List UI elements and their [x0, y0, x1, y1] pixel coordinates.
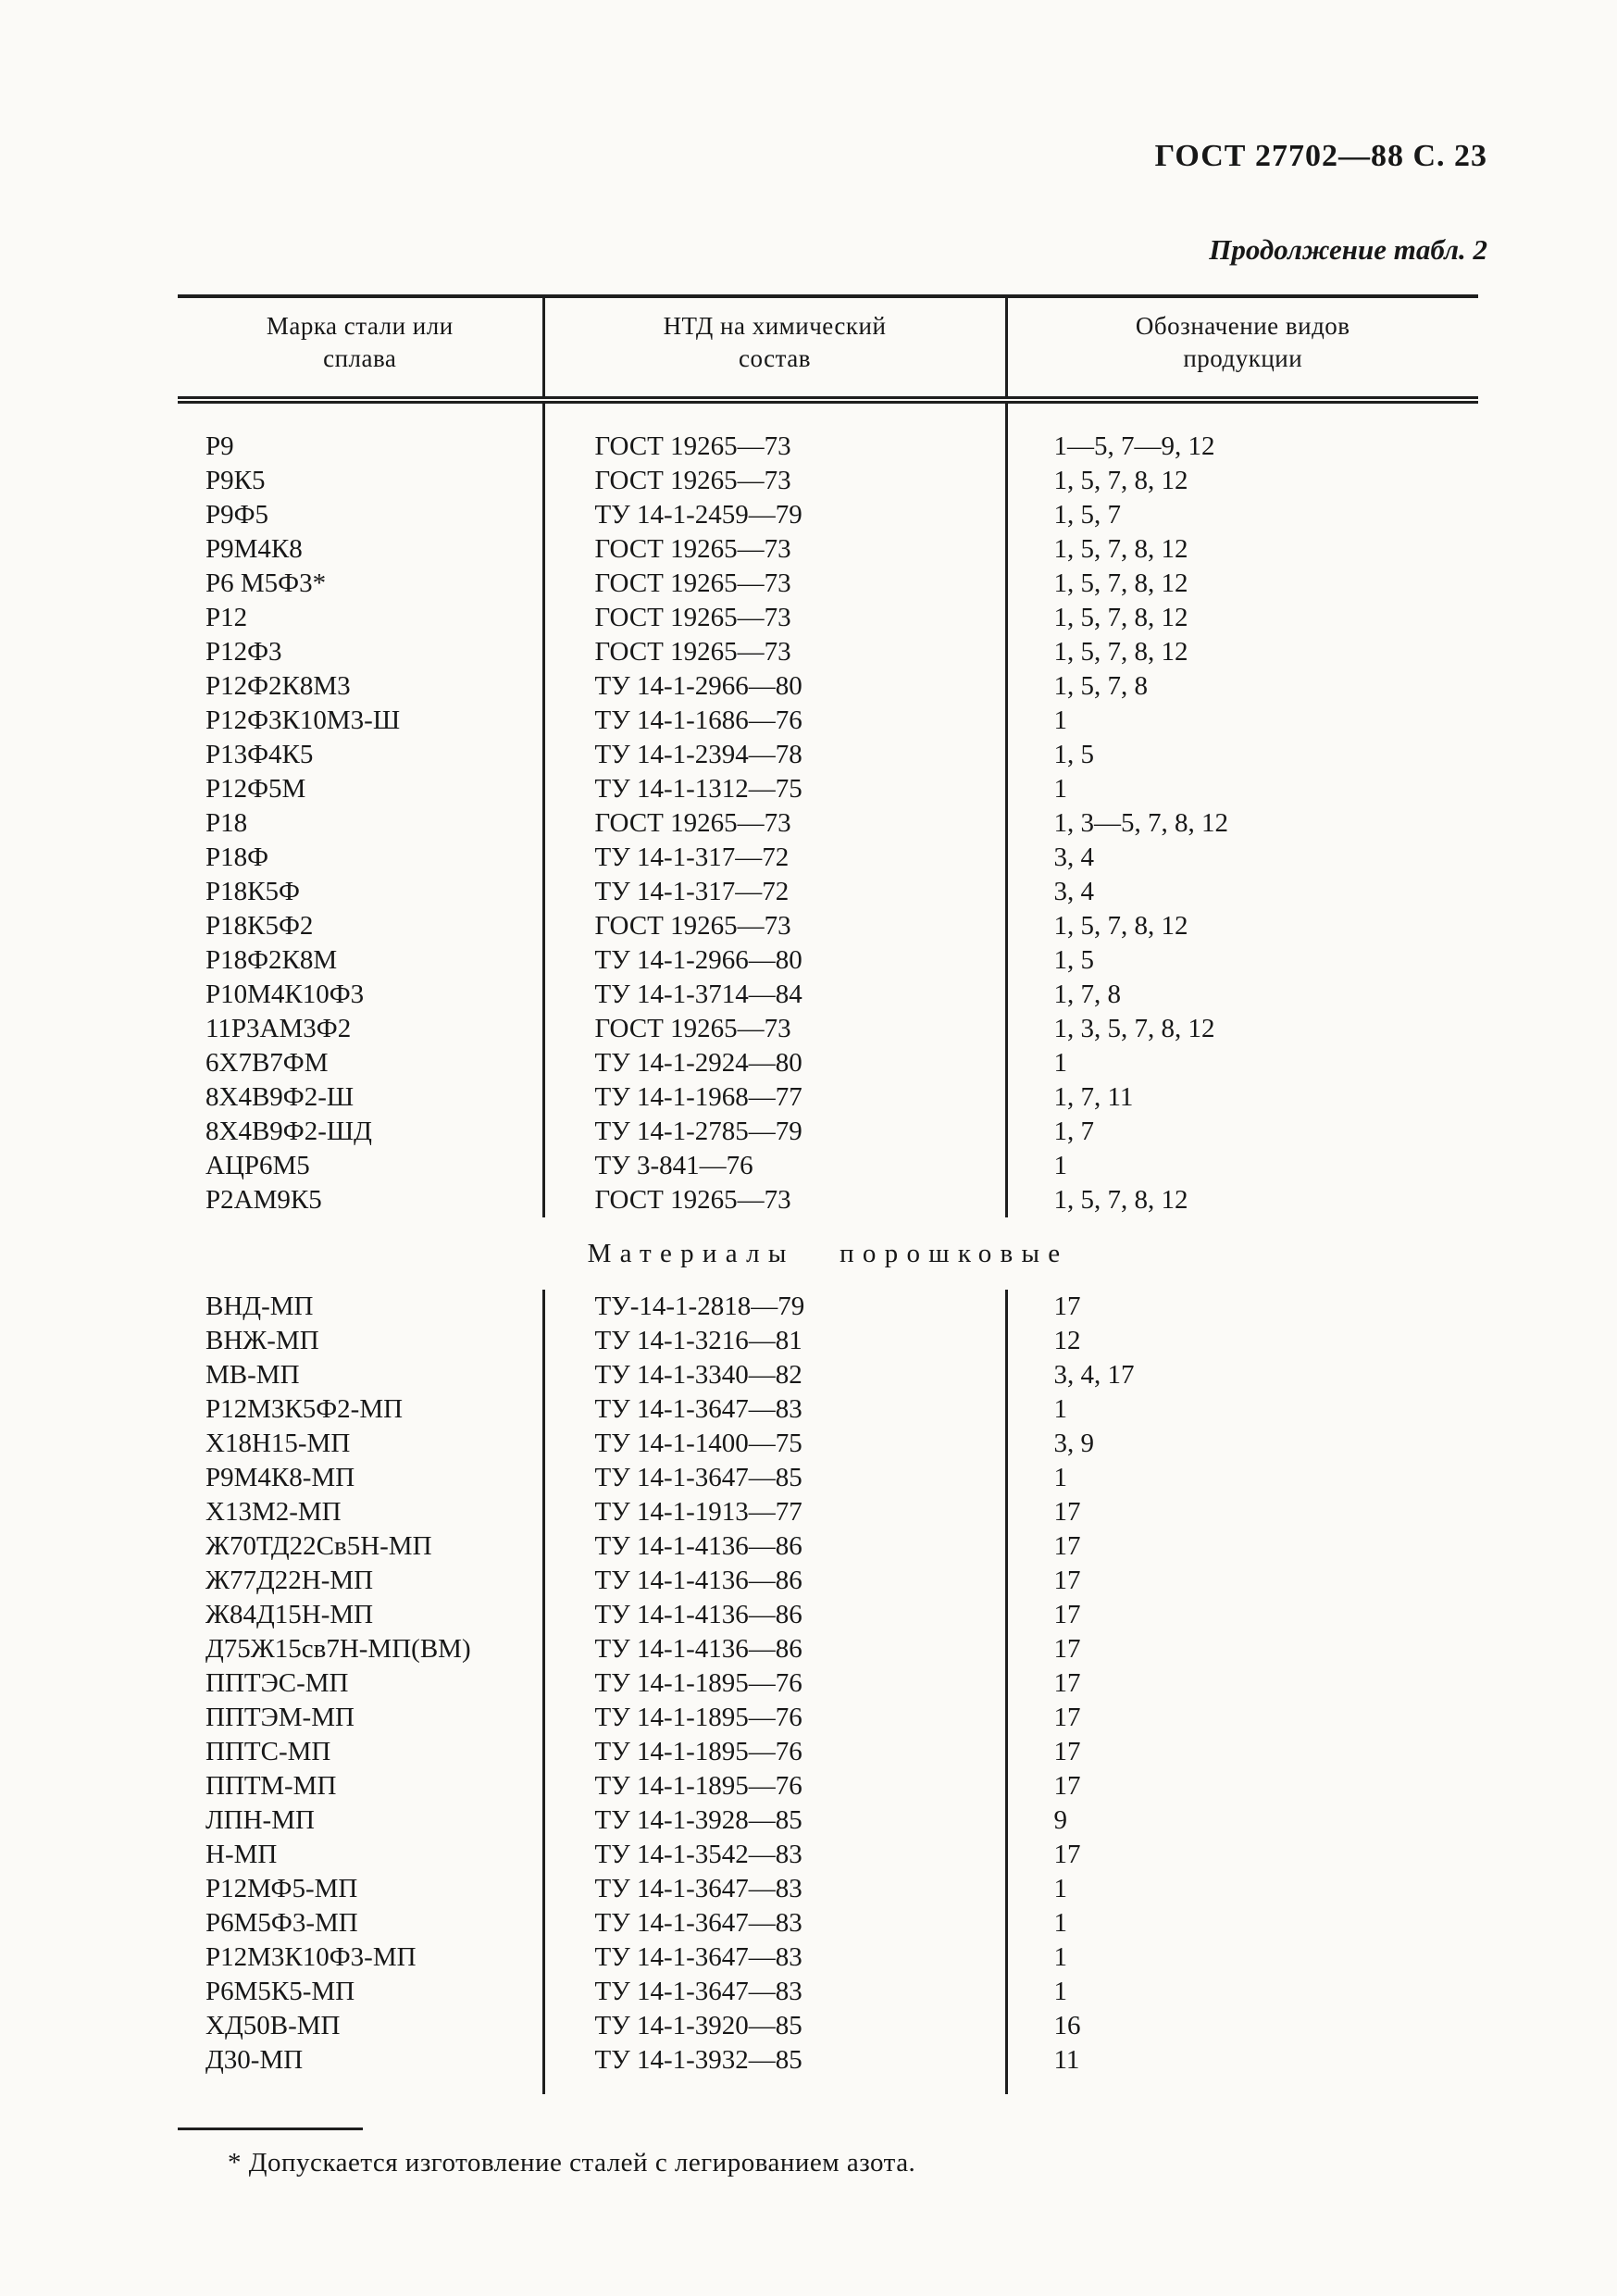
grade-cell: 8Х4В9Ф2-Ш: [205, 1082, 354, 1113]
grade-cell: Р9М4К8: [205, 534, 303, 565]
table-continuation-label: Продолжение табл. 2: [1209, 233, 1487, 266]
products-cell: 17: [1006, 1769, 1478, 1803]
products-cell: 1, 5, 7, 8, 12: [1006, 464, 1478, 498]
table-row: [178, 1290, 1478, 1324]
ntd-cell: ТУ 14-1-3714—84: [543, 978, 1006, 1012]
gap-row: [178, 1217, 1478, 1229]
grade-cell: Р10М4К10Ф3: [205, 980, 365, 1010]
table-row: [178, 1529, 1478, 1564]
table-section-powder-materials: [178, 1290, 1478, 2078]
table-row: [178, 1666, 1478, 1701]
ntd-cell: ТУ 14-1-4136—86: [543, 1529, 1006, 1564]
column-header-ntd-line2: состав: [738, 344, 811, 372]
products-cell: 1: [1006, 1872, 1478, 1906]
products-cell: 17: [1006, 1701, 1478, 1735]
table-row: [178, 1975, 1478, 2009]
table-header-row: [178, 296, 1478, 400]
table-row: [178, 806, 1478, 841]
ntd-cell: ТУ 14-1-4136—86: [543, 1564, 1006, 1598]
section-heading-row: [178, 1229, 1478, 1279]
ntd-cell: ТУ 14-1-3647—83: [543, 1906, 1006, 1940]
table-row: [178, 1735, 1478, 1769]
table-row: [178, 772, 1478, 806]
grade-cell: Р12: [205, 603, 248, 633]
column-header-products-line1: Обозначение видов: [1135, 311, 1350, 340]
table-row: [178, 1803, 1478, 1838]
ntd-cell: ТУ 14-1-3647—83: [543, 1940, 1006, 1975]
grade-cell: Р18Ф2К8М: [205, 945, 338, 976]
products-cell: 12: [1006, 1324, 1478, 1358]
grade-cell: Р12Ф5М: [205, 774, 306, 805]
ntd-cell: ГОСТ 19265—73: [543, 464, 1006, 498]
grade-cell: Р12М3К5Ф2-МП: [205, 1394, 404, 1425]
grade-cell: Д75Ж15св7Н-МП(ВМ): [205, 1634, 471, 1665]
products-cell: 1, 5, 7: [1006, 498, 1478, 532]
table-row: [178, 669, 1478, 704]
grade-cell: ППТЭС-МП: [205, 1668, 349, 1699]
grade-cell: МВ-МП: [205, 1360, 300, 1391]
table-row: [178, 1115, 1478, 1149]
grade-cell: Р2АМ9К5: [205, 1185, 322, 1216]
table-tail: [178, 2078, 1478, 2094]
table-row: [178, 1392, 1478, 1427]
ntd-cell: ТУ 14-1-1913—77: [543, 1495, 1006, 1529]
grade-cell: Р9М4К8-МП: [205, 1463, 355, 1493]
ntd-cell: ТУ 14-1-3647—83: [543, 1975, 1006, 2009]
grade-cell: Р12Ф3К10М3-Ш: [205, 705, 401, 736]
column-header-grade-line1: Марка стали или: [266, 311, 454, 340]
grade-cell: ВНЖ-МП: [205, 1326, 319, 1356]
ntd-cell: ТУ 14-1-317—72: [543, 841, 1006, 875]
products-cell: 1, 7, 11: [1006, 1080, 1478, 1115]
products-cell: 1: [1006, 1149, 1478, 1183]
grade-cell: АЦР6М5: [205, 1151, 310, 1181]
ntd-cell: ГОСТ 19265—73: [543, 1183, 1006, 1217]
products-cell: 17: [1006, 1564, 1478, 1598]
products-cell: 17: [1006, 1495, 1478, 1529]
grade-cell: Р12МФ5-МП: [205, 1874, 358, 1904]
products-cell: 1, 7, 8: [1006, 978, 1478, 1012]
table-row: [178, 1940, 1478, 1975]
ntd-cell: ГОСТ 19265—73: [543, 532, 1006, 567]
ntd-cell: ТУ 14-1-2459—79: [543, 498, 1006, 532]
ntd-cell: ТУ 14-1-1400—75: [543, 1427, 1006, 1461]
grade-cell: ВНД-МП: [205, 1292, 314, 1322]
steel-grades-table: [178, 294, 1478, 2094]
column-header-products-line2: продукции: [1183, 344, 1303, 372]
products-cell: 1, 5: [1006, 943, 1478, 978]
table-row: [178, 464, 1478, 498]
grade-cell: 8Х4В9Ф2-ШД: [205, 1117, 372, 1147]
products-cell: 1, 5, 7, 8, 12: [1006, 635, 1478, 669]
products-cell: 3, 4: [1006, 841, 1478, 875]
products-cell: 17: [1006, 1529, 1478, 1564]
ntd-cell: ГОСТ 19265—73: [543, 806, 1006, 841]
ntd-cell: ТУ 14-1-3920—85: [543, 2009, 1006, 2043]
products-cell: 1: [1006, 772, 1478, 806]
products-cell: 1: [1006, 1461, 1478, 1495]
products-cell: 17: [1006, 1598, 1478, 1632]
grade-cell: Р9Ф5: [205, 500, 269, 530]
grade-cell: Р9К5: [205, 466, 266, 496]
table-row: [178, 1564, 1478, 1598]
footnote: * Допускается изготовление сталей с легированием азота.: [228, 2148, 916, 2177]
table-row: [178, 1461, 1478, 1495]
ntd-cell: ТУ 14-1-3647—85: [543, 1461, 1006, 1495]
ntd-cell: ТУ 14-1-1895—76: [543, 1735, 1006, 1769]
table-row: [178, 1149, 1478, 1183]
grade-cell: Р18: [205, 808, 248, 839]
table-row: [178, 1838, 1478, 1872]
gap-row: [178, 1279, 1478, 1290]
table-row: [178, 2009, 1478, 2043]
products-cell: 16: [1006, 2009, 1478, 2043]
ntd-cell: ТУ 14-1-317—72: [543, 875, 1006, 909]
table-row: [178, 704, 1478, 738]
ntd-cell: ГОСТ 19265—73: [543, 430, 1006, 464]
table-row: [178, 1701, 1478, 1735]
table-row: [178, 1872, 1478, 1906]
ntd-cell: ТУ 14-1-3216—81: [543, 1324, 1006, 1358]
products-cell: 1, 5, 7, 8, 12: [1006, 567, 1478, 601]
ntd-cell: ТУ 14-1-4136—86: [543, 1598, 1006, 1632]
ntd-cell: ТУ 14-1-3542—83: [543, 1838, 1006, 1872]
spacer-row: [178, 2078, 1478, 2094]
products-cell: 1, 5, 7, 8, 12: [1006, 909, 1478, 943]
spacer-row: [178, 400, 1478, 430]
products-cell: 3, 4: [1006, 875, 1478, 909]
products-cell: 1: [1006, 1046, 1478, 1080]
table-row: [178, 1046, 1478, 1080]
products-cell: 1, 5, 7, 8, 12: [1006, 1183, 1478, 1217]
table-row: [178, 1495, 1478, 1529]
grade-cell: ППТМ-МП: [205, 1771, 337, 1802]
ntd-cell: ГОСТ 19265—73: [543, 635, 1006, 669]
products-cell: 1: [1006, 1940, 1478, 1975]
ntd-cell: ГОСТ 19265—73: [543, 567, 1006, 601]
ntd-cell: ТУ 14-1-3340—82: [543, 1358, 1006, 1392]
column-header-grade: [178, 296, 543, 400]
ntd-cell: ТУ 14-1-1895—76: [543, 1769, 1006, 1803]
table-row: [178, 1080, 1478, 1115]
column-header-ntd: [543, 296, 1006, 400]
grade-cell: ППТС-МП: [205, 1737, 331, 1767]
products-cell: 11: [1006, 2043, 1478, 2078]
table-row: [178, 1598, 1478, 1632]
column-header-products: [1006, 296, 1478, 400]
grade-cell: Р12М3К10Ф3-МП: [205, 1942, 417, 1973]
grade-cell: Н-МП: [205, 1840, 278, 1870]
table-row: [178, 978, 1478, 1012]
ntd-cell: ТУ 14-1-3647—83: [543, 1872, 1006, 1906]
table-row: [178, 909, 1478, 943]
products-cell: 1, 7: [1006, 1115, 1478, 1149]
table-row: [178, 1324, 1478, 1358]
table-row: [178, 567, 1478, 601]
ntd-cell: ТУ 14-1-3932—85: [543, 2043, 1006, 2078]
grade-cell: Х18Н15-МП: [205, 1429, 351, 1459]
grade-cell: ЛПН-МП: [205, 1805, 315, 1836]
grade-cell: Р9: [205, 431, 234, 462]
ntd-cell: ТУ 14-1-2966—80: [543, 943, 1006, 978]
ntd-cell: ГОСТ 19265—73: [543, 1012, 1006, 1046]
section-heading: Материалы порошковые: [587, 1238, 1069, 1268]
products-cell: 1: [1006, 704, 1478, 738]
grade-cell: 11Р3АМ3Ф2: [205, 1014, 352, 1044]
products-cell: 17: [1006, 1632, 1478, 1666]
grade-cell: Р18К5Ф: [205, 877, 300, 907]
products-cell: 9: [1006, 1803, 1478, 1838]
grade-cell: Р12Ф3: [205, 637, 282, 668]
ntd-cell: ГОСТ 19265—73: [543, 909, 1006, 943]
table-row: [178, 498, 1478, 532]
grade-cell: Р12Ф2К8М3: [205, 671, 351, 702]
products-cell: 1, 5: [1006, 738, 1478, 772]
table-row: [178, 875, 1478, 909]
products-cell: 1: [1006, 1975, 1478, 2009]
ntd-cell: ГОСТ 19265—73: [543, 601, 1006, 635]
ntd-cell: ТУ-14-1-2818—79: [543, 1290, 1006, 1324]
ntd-cell: ТУ 14-1-2785—79: [543, 1115, 1006, 1149]
ntd-cell: ТУ 14-1-1312—75: [543, 772, 1006, 806]
table-row: [178, 1769, 1478, 1803]
column-header-ntd-line1: НТД на химический: [663, 311, 887, 340]
grade-cell: Ж77Д22Н-МП: [205, 1566, 374, 1596]
grade-cell: Д30-МП: [205, 2045, 304, 2076]
products-cell: 1, 3, 5, 7, 8, 12: [1006, 1012, 1478, 1046]
ntd-cell: ТУ 3-841—76: [543, 1149, 1006, 1183]
table-row: [178, 601, 1478, 635]
table-row: [178, 943, 1478, 978]
products-cell: 1, 5, 7, 8: [1006, 669, 1478, 704]
ntd-cell: ТУ 14-1-4136—86: [543, 1632, 1006, 1666]
table-row: [178, 1906, 1478, 1940]
products-cell: 1, 5, 7, 8, 12: [1006, 601, 1478, 635]
products-cell: 1, 5, 7, 8, 12: [1006, 532, 1478, 567]
table-row: [178, 635, 1478, 669]
grade-cell: Р6М5Ф3-МП: [205, 1908, 358, 1939]
table-section-steels: [178, 400, 1478, 1217]
ntd-cell: ТУ 14-1-3647—83: [543, 1392, 1006, 1427]
products-cell: 3, 9: [1006, 1427, 1478, 1461]
grade-cell: ХД50В-МП: [205, 2011, 341, 2041]
ntd-cell: ТУ 14-1-3928—85: [543, 1803, 1006, 1838]
ntd-cell: ТУ 14-1-2924—80: [543, 1046, 1006, 1080]
column-header-grade-line2: сплава: [323, 344, 397, 372]
products-cell: 1—5, 7—9, 12: [1006, 430, 1478, 464]
table-row: [178, 430, 1478, 464]
table-row: [178, 841, 1478, 875]
grade-cell: Р18Ф: [205, 842, 269, 873]
grade-cell: Ж70ТД22Св5Н-МП: [205, 1531, 432, 1562]
ntd-cell: ТУ 14-1-2966—80: [543, 669, 1006, 704]
grade-cell: Р18К5Ф2: [205, 911, 314, 942]
products-cell: 1: [1006, 1906, 1478, 1940]
table-row: [178, 1427, 1478, 1461]
ntd-cell: ТУ 14-1-2394—78: [543, 738, 1006, 772]
ntd-cell: ТУ 14-1-1686—76: [543, 704, 1006, 738]
ntd-cell: ТУ 14-1-1895—76: [543, 1701, 1006, 1735]
grade-cell: Р6М5К5-МП: [205, 1977, 355, 2007]
grade-cell: 6Х7В7ФМ: [205, 1048, 329, 1079]
grade-cell: Ж84Д15Н-МП: [205, 1600, 374, 1630]
table-row: [178, 1183, 1478, 1217]
products-cell: 17: [1006, 1290, 1478, 1324]
table-row: [178, 738, 1478, 772]
ntd-cell: ТУ 14-1-1968—77: [543, 1080, 1006, 1115]
products-cell: 1: [1006, 1392, 1478, 1427]
grade-cell: ППТЭМ-МП: [205, 1703, 354, 1733]
table-row: [178, 2043, 1478, 2078]
products-cell: 17: [1006, 1838, 1478, 1872]
ntd-cell: ТУ 14-1-1895—76: [543, 1666, 1006, 1701]
table-row: [178, 1632, 1478, 1666]
doc-header: ГОСТ 27702—88 С. 23: [1154, 139, 1487, 173]
section-heading-block: [178, 1217, 1478, 1290]
products-cell: 17: [1006, 1735, 1478, 1769]
products-cell: 3, 4, 17: [1006, 1358, 1478, 1392]
table-row: [178, 1012, 1478, 1046]
footnote-rule: [178, 2128, 363, 2130]
grade-cell: Р6 М5Ф3*: [205, 568, 327, 599]
grade-cell: Х13М2-МП: [205, 1497, 342, 1528]
table-row: [178, 1358, 1478, 1392]
table-row: [178, 532, 1478, 567]
grade-cell: Р13Ф4К5: [205, 740, 314, 770]
products-cell: 17: [1006, 1666, 1478, 1701]
products-cell: 1, 3—5, 7, 8, 12: [1006, 806, 1478, 841]
